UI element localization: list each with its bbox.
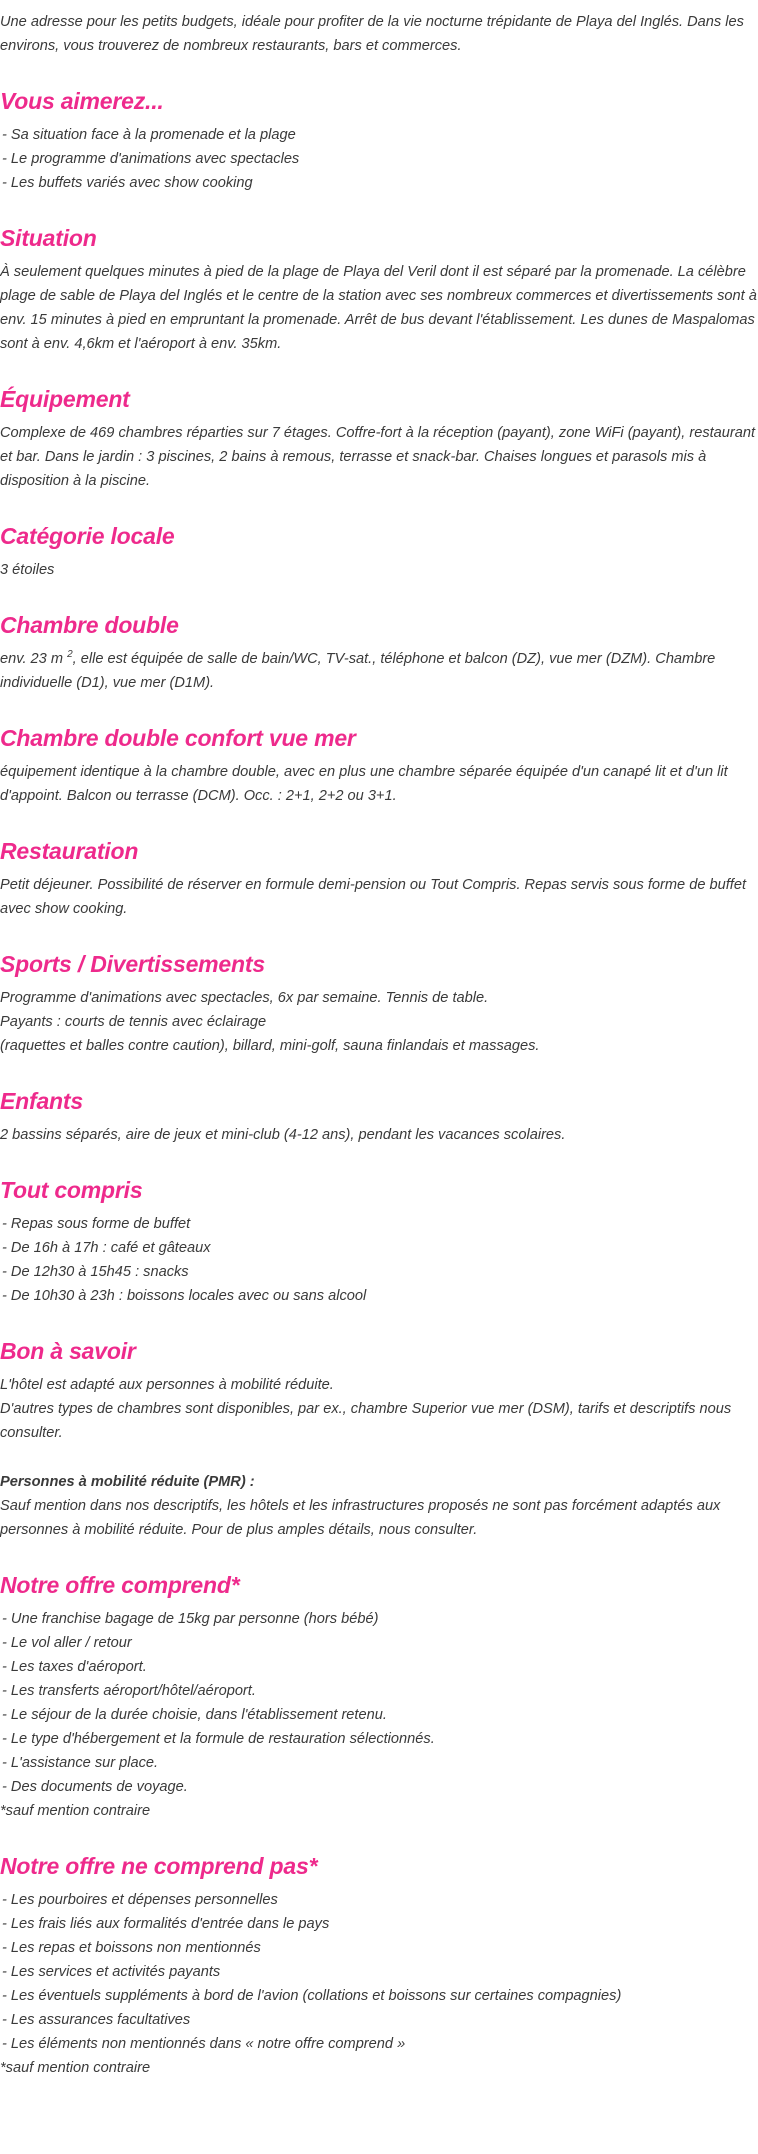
list-item: - Le programme d'animations avec spectacles (2, 151, 300, 167)
section-chambre-confort (0, 723, 758, 808)
list-item: - Les services et activités payants (2, 1964, 221, 1980)
section-text (0, 647, 758, 695)
list-item: - Les taxes d'aéroport. (2, 1659, 147, 1675)
list-item: - Le vol aller / retour (2, 1635, 132, 1651)
superscript: 2 (67, 649, 73, 661)
list-item: - L'assistance sur place. (2, 1755, 159, 1771)
list-item: - Les transferts aéroport/hôtel/aéroport. (2, 1683, 256, 1699)
list (0, 1607, 758, 1799)
text-line: D'autres types de chambres sont disponibles, par ex., chambre Superior vue mer (DSM), tarifs et descriptifs nous consulter. (0, 1401, 732, 1441)
list-item: - Des documents de voyage. (2, 1779, 188, 1795)
list (0, 1888, 758, 2056)
footnote: *sauf mention contraire (0, 1803, 151, 1819)
list-item: - De 16h à 17h : café et gâteaux (2, 1240, 211, 1256)
list-item: - Les assurances facultatives (2, 2012, 191, 2028)
section-restauration (0, 836, 758, 921)
section-title: Chambre double (0, 612, 179, 638)
section-title: Chambre double confort vue mer (0, 725, 356, 751)
section-title: Bon à savoir (0, 1338, 136, 1364)
section-title: Situation (0, 225, 97, 251)
list-item: - De 12h30 à 15h45 : snacks (2, 1264, 189, 1280)
section-chambre-double (0, 610, 758, 695)
footnote: *sauf mention contraire (0, 2060, 151, 2076)
list-item: - Les pourboires et dépenses personnelles (2, 1892, 278, 1908)
text-line: Programme d'animations avec spectacles, 6x par semaine. Tennis de table. (0, 990, 489, 1006)
section-text: Petit déjeuner. Possibilité de réserver en formule demi-pension ou Tout Compris. Repas servis sous forme de buffet avec show cooking. (0, 877, 746, 917)
section-title: Vous aimerez... (0, 88, 164, 114)
list-item: - Le séjour de la durée choisie, dans l'établissement retenu. (2, 1707, 387, 1723)
text-part: , elle est équipée de salle de bain/WC, TV-sat., téléphone et balcon (DZ), vue mer (DZM). Chambre individuelle (D1), vue mer (D1M). (0, 651, 716, 691)
section-text: 2 bassins séparés, aire de jeux et mini-club (4-12 ans), pendant les vacances scolaires. (0, 1127, 566, 1143)
section-title: Notre offre comprend* (0, 1572, 240, 1598)
text-line: (raquettes et balles contre caution), billard, mini-golf, sauna finlandais et massages. (0, 1038, 540, 1054)
section-tout-compris (0, 1175, 758, 1308)
list-item: - Les buffets variés avec show cooking (2, 175, 253, 191)
list-item: - Les repas et boissons non mentionnés (2, 1940, 261, 1956)
section-text: À seulement quelques minutes à pied de la plage de Playa del Veril dont il est séparé par la promenade. La célèbre plage de sable de Playa del Inglés et le centre de la station avec ses nombreux commerces et divertissements sont à env. 15 minutes à pied en empruntant la promenade. Arrêt de bus devant l'établissement. Les dunes de Maspalomas sont à env. 4,6km et l'aéroport à env. 35km. (0, 264, 757, 352)
section-title: Notre offre ne comprend pas* (0, 1853, 318, 1879)
section-bon-a-savoir (0, 1336, 758, 1542)
section-title: Sports / Divertissements (0, 951, 265, 977)
section-title: Enfants (0, 1088, 83, 1114)
section-text: Complexe de 469 chambres réparties sur 7 étages. Coffre-fort à la réception (payant), zone WiFi (payant), restaurant et bar. Dans le jardin : 3 piscines, 2 bains à remous, terrasse et snack-bar. Chaises longues et parasols mis à disposition à la piscine. (0, 425, 756, 489)
section-categorie (0, 521, 758, 582)
section-situation (0, 223, 758, 356)
text-line: Payants : courts de tennis avec éclairage (0, 1014, 267, 1030)
list-item: - Sa situation face à la promenade et la plage (2, 127, 296, 143)
section-text: équipement identique à la chambre double, avec en plus une chambre séparée équipée d'un canapé lit et d'un lit d'appoint. Balcon ou terrasse (DCM). Occ. : 2+1, 2+2 ou 3+1. (0, 764, 728, 804)
section-sports (0, 949, 758, 1058)
text-line: L'hôtel est adapté aux personnes à mobilité réduite. (0, 1377, 334, 1393)
section-equipement (0, 384, 758, 493)
list-item: - Les éléments non mentionnés dans « notre offre comprend » (2, 2036, 406, 2052)
list-item: - De 10h30 à 23h : boissons locales avec ou sans alcool (2, 1288, 367, 1304)
pmr-text: Sauf mention dans nos descriptifs, les hôtels et les infrastructures proposés ne sont pas forcément adaptés aux personnes à mobilité réduite. Pour de plus amples détails, nous consulter. (0, 1498, 721, 1538)
list-item: - Les éventuels suppléments à bord de l'avion (collations et boissons sur certaines compagnies) (2, 1988, 622, 2004)
section-text: 3 étoiles (0, 562, 55, 578)
list-item: - Une franchise bagage de 15kg par personne (hors bébé) (2, 1611, 379, 1627)
list-item: - Les frais liés aux formalités d'entrée dans le pays (2, 1916, 330, 1932)
section-title: Catégorie locale (0, 523, 175, 549)
section-offre-comprend (0, 1570, 758, 1823)
pmr-title: Personnes à mobilité réduite (PMR) : (0, 1474, 255, 1490)
section-enfants (0, 1086, 758, 1147)
list (0, 1212, 758, 1308)
text-part: env. 23 m (0, 651, 68, 667)
list-item: - Le type d'hébergement et la formule de restauration sélectionnés. (2, 1731, 435, 1747)
section-offre-ne-comprend-pas (0, 1851, 758, 2080)
section-title: Restauration (0, 838, 139, 864)
section-title: Équipement (0, 386, 130, 412)
list (0, 123, 758, 195)
intro-text: Une adresse pour les petits budgets, idéale pour profiter de la vie nocturne trépidante de Playa del Inglés. Dans les environs, vous trouverez de nombreux restaurants, bars et commerces. (0, 14, 744, 54)
list-item: - Repas sous forme de buffet (2, 1216, 191, 1232)
section-vous-aimerez (0, 86, 758, 195)
section-title: Tout compris (0, 1177, 143, 1203)
